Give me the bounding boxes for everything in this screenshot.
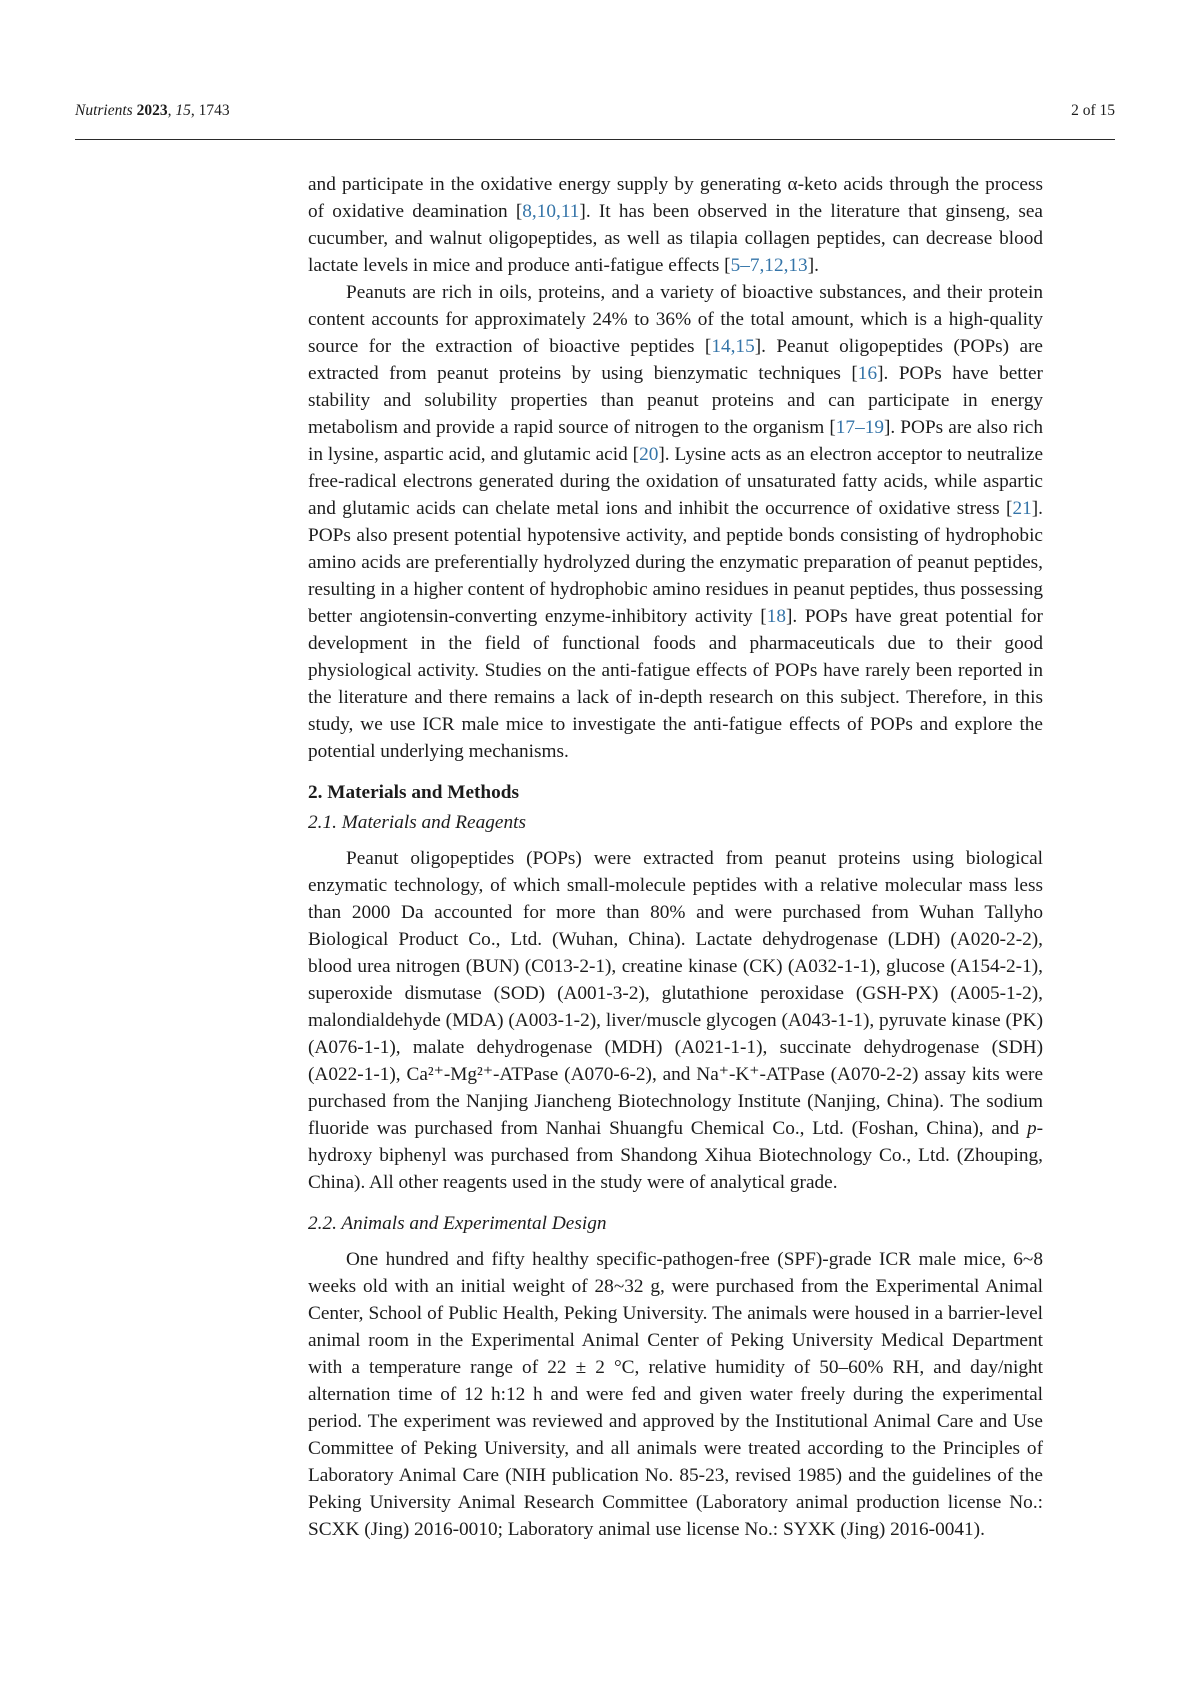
text-run: ]. POPs are also rich in lysine, aspartic acid, and glutamic acid [ bbox=[308, 417, 1043, 465]
text-run: ]. POPs have great potential for development in the field of functional foods and pharmaceuticals due to their good physiological activity. Studies on the anti-fatigue effects of POPs have rarely been reported in the literature and there remains a lack of in-depth research on this subject. Therefore, in this study, we use ICR male mice to investigate the anti-fatigue effects of POPs and explore the potential underlying mechanisms. bbox=[308, 606, 1043, 762]
text-run: ]. It has been observed in the literature that ginseng, sea cucumber, and walnut oligopeptides, as well as tilapia collagen peptides, can decrease blood lactate levels in mice and produce anti-fatigue effects [ bbox=[308, 201, 1043, 276]
paragraph bbox=[308, 171, 1043, 279]
subsection-heading: 2.1. Materials and Reagents bbox=[308, 812, 526, 833]
citation-link[interactable]: 21 bbox=[1012, 498, 1032, 519]
header-rule bbox=[75, 139, 1115, 140]
citation-link[interactable]: 14,15 bbox=[711, 336, 755, 357]
page-header bbox=[75, 102, 1115, 120]
journal-year: 2023 bbox=[136, 102, 168, 119]
paragraph bbox=[308, 279, 1043, 765]
text-run: ]. bbox=[807, 255, 819, 276]
citation-link[interactable]: 8,10,11 bbox=[522, 201, 580, 222]
journal-citation bbox=[75, 102, 230, 120]
journal-volume: , 15 bbox=[167, 102, 191, 119]
text-run: ]. POPs have better stability and solubility properties than peanut proteins and can participate in energy metabolism and provide a rapid source of nitrogen to the organism [ bbox=[308, 363, 1043, 438]
citation-link[interactable]: 20 bbox=[639, 444, 659, 465]
article-body bbox=[308, 171, 1043, 1543]
citation-link[interactable]: 16 bbox=[857, 363, 878, 384]
text-run: -hydroxy biphenyl was purchased from Shandong Xihua Biotechnology Co., Ltd. (Zhouping, China). All other reagents used in the study were of analytical grade. bbox=[308, 1118, 1043, 1193]
journal-name: Nutrients bbox=[75, 102, 137, 119]
journal-article-number: , 1743 bbox=[190, 102, 230, 119]
section-heading: 2. Materials and Methods bbox=[308, 782, 520, 803]
page-number: 2 of 15 bbox=[1071, 102, 1115, 119]
citation-link[interactable]: 17–19 bbox=[835, 417, 884, 438]
text-run: Peanuts are rich in oils, proteins, and a variety of bioactive substances, and their protein content accounts for approximately 24% to 36% of the total amount, which is a high-quality source for the extraction of bioactive peptides [ bbox=[308, 282, 1043, 357]
text-run: ]. POPs also present potential hypotensive activity, and peptide bonds consisting of hydrophobic amino acids are preferentially hydrolyzed during the enzymatic preparation of peanut peptides, resulting in a higher content of hydrophobic amino residues in peanut peptides, thus possessing better angiotensin-converting enzyme-inhibitory activity [ bbox=[308, 498, 1043, 627]
text-run: Peanut oligopeptides (POPs) were extracted from peanut proteins using biological enzymatic technology, of which small-molecule peptides with a relative molecular mass less than 2000 Da accounted for more than 80% and were purchased from Wuhan Tallyho Biological Product Co., Ltd. (Wuhan, China). Lactate dehydrogenase (LDH) (A020-2-2), blood urea nitrogen (BUN) (C013-2-1), creatine kinase (CK) (A032-1-1), glucose (A154-2-1), superoxide dismutase (SOD) (A001-3-2), glutathione peroxidase (GSH-PX) (A005-1-2), malondialdehyde (MDA) (A003-1-2), liver/muscle glycogen (A043-1-1), pyruvate kinase (PK) (A076-1-1), malate dehydrogenase (MDH) (A021-1-1), succinate dehydrogenase (SDH) (A022-1-1), Ca²⁺-Mg²⁺-ATPase (A070-6-2), and Na⁺-K⁺-ATPase (A070-2-2) assay kits were purchased from the Nanjing Jiancheng Biotechnology Institute (Nanjing, China). The sodium fluoride was purchased from Nanhai Shuangfu Chemical Co., Ltd. (Foshan, China), and bbox=[308, 848, 1043, 1139]
italic-text: p bbox=[1026, 1118, 1037, 1139]
paragraph bbox=[308, 845, 1043, 1196]
subsection-heading: 2.2. Animals and Experimental Design bbox=[308, 1213, 607, 1234]
citation-link[interactable]: 5–7,12,13 bbox=[730, 255, 808, 276]
text-run: and participate in the oxidative energy supply by generating α-keto acids through the process of oxidative deamination [ bbox=[308, 174, 1043, 222]
citation-link[interactable]: 18 bbox=[766, 606, 786, 627]
text-run: One hundred and fifty healthy specific-pathogen-free (SPF)-grade ICR male mice, 6~8 weeks old with an initial weight of 28~32 g, were purchased from the Experimental Animal Center, School of Public Health, Peking University. The animals were housed in a barrier-level animal room in the Experimental Animal Center of Peking University Medical Department with a temperature range of 22 ± 2 °C, relative humidity of 50–60% RH, and day/night alternation time of 12 h:12 h and were fed and given water freely during the experimental period. The experiment was reviewed and approved by the Institutional Animal Care and Use Committee of Peking University, and all animals were treated according to the Principles of Laboratory Animal Care (NIH publication No. 85-23, revised 1985) and the guidelines of the Peking University Animal Research Committee (Laboratory animal production license No.: SCXK (Jing) 2016-0010; Laboratory animal use license No.: SYXK (Jing) 2016-0041). bbox=[308, 1249, 1043, 1540]
text-run: ]. Peanut oligopeptides (POPs) are extracted from peanut proteins by using bienzymatic techniques [ bbox=[308, 336, 1043, 384]
paragraph bbox=[308, 1246, 1043, 1543]
text-run: ]. Lysine acts as an electron acceptor to neutralize free-radical electrons generated during the oxidation of unsaturated fatty acids, while aspartic and glutamic acids can chelate metal ions and inhibit the occurrence of oxidative stress [ bbox=[308, 444, 1043, 519]
